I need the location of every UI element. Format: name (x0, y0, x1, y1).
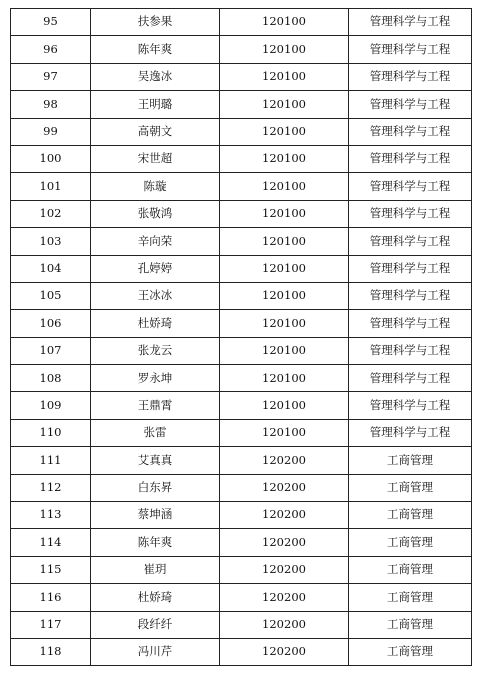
major-name-cell: 管理科学与工程 (349, 91, 472, 118)
admission-list-table (10, 8, 472, 666)
row-number-cell: 95 (11, 9, 91, 36)
table-row (11, 36, 472, 63)
student-name-cell: 王鼎霄 (91, 392, 220, 419)
row-number-cell: 103 (11, 228, 91, 255)
major-code-cell: 120100 (220, 91, 349, 118)
student-name-cell: 张龙云 (91, 337, 220, 364)
row-number-cell: 108 (11, 365, 91, 392)
major-name-cell: 工商管理 (349, 529, 472, 556)
student-name-cell: 宋世超 (91, 145, 220, 172)
major-code-cell: 120100 (220, 337, 349, 364)
student-name-cell: 陈年爽 (91, 529, 220, 556)
row-number-cell: 116 (11, 584, 91, 611)
major-name-cell: 管理科学与工程 (349, 419, 472, 446)
major-code-cell: 120100 (220, 255, 349, 282)
table-row (11, 145, 472, 172)
major-code-cell: 120100 (220, 365, 349, 392)
student-name-cell: 王明璐 (91, 91, 220, 118)
row-number-cell: 104 (11, 255, 91, 282)
table-row (11, 419, 472, 446)
student-name-cell: 张敬鸿 (91, 200, 220, 227)
row-number-cell: 118 (11, 638, 91, 665)
major-name-cell: 工商管理 (349, 638, 472, 665)
student-name-cell: 崔玥 (91, 556, 220, 583)
major-code-cell: 120100 (220, 63, 349, 90)
major-code-cell: 120100 (220, 173, 349, 200)
student-name-cell: 杜娇琦 (91, 584, 220, 611)
table-row (11, 63, 472, 90)
document-table-wrapper (10, 8, 471, 666)
table-row (11, 200, 472, 227)
major-code-cell: 120200 (220, 502, 349, 529)
table-row (11, 502, 472, 529)
major-name-cell: 工商管理 (349, 447, 472, 474)
student-name-cell: 吴逸冰 (91, 63, 220, 90)
major-code-cell: 120100 (220, 9, 349, 36)
student-name-cell: 艾真真 (91, 447, 220, 474)
major-name-cell: 管理科学与工程 (349, 282, 472, 309)
row-number-cell: 109 (11, 392, 91, 419)
table-row (11, 228, 472, 255)
major-name-cell: 管理科学与工程 (349, 173, 472, 200)
row-number-cell: 117 (11, 611, 91, 638)
major-code-cell: 120100 (220, 419, 349, 446)
major-code-cell: 120200 (220, 474, 349, 501)
major-code-cell: 120100 (220, 228, 349, 255)
major-name-cell: 管理科学与工程 (349, 392, 472, 419)
major-code-cell: 120200 (220, 447, 349, 474)
major-code-cell: 120100 (220, 392, 349, 419)
table-row (11, 282, 472, 309)
table-row (11, 9, 472, 36)
major-code-cell: 120200 (220, 529, 349, 556)
table-row (11, 584, 472, 611)
row-number-cell: 113 (11, 502, 91, 529)
row-number-cell: 101 (11, 173, 91, 200)
major-code-cell: 120200 (220, 584, 349, 611)
table-row (11, 310, 472, 337)
student-name-cell: 罗永坤 (91, 365, 220, 392)
row-number-cell: 106 (11, 310, 91, 337)
row-number-cell: 112 (11, 474, 91, 501)
table-row (11, 91, 472, 118)
student-name-cell: 王冰冰 (91, 282, 220, 309)
major-name-cell: 管理科学与工程 (349, 36, 472, 63)
major-name-cell: 管理科学与工程 (349, 337, 472, 364)
student-name-cell: 冯川芹 (91, 638, 220, 665)
table-row (11, 365, 472, 392)
major-code-cell: 120100 (220, 200, 349, 227)
row-number-cell: 105 (11, 282, 91, 309)
student-name-cell: 段纤纤 (91, 611, 220, 638)
table-row (11, 556, 472, 583)
major-name-cell: 管理科学与工程 (349, 365, 472, 392)
major-name-cell: 工商管理 (349, 502, 472, 529)
major-code-cell: 120200 (220, 638, 349, 665)
table-row (11, 638, 472, 665)
major-code-cell: 120200 (220, 611, 349, 638)
student-name-cell: 张雷 (91, 419, 220, 446)
table-row (11, 529, 472, 556)
student-name-cell: 辛向荣 (91, 228, 220, 255)
major-name-cell: 工商管理 (349, 556, 472, 583)
major-code-cell: 120100 (220, 282, 349, 309)
student-name-cell: 蔡坤涵 (91, 502, 220, 529)
major-name-cell: 管理科学与工程 (349, 255, 472, 282)
table-row (11, 337, 472, 364)
row-number-cell: 100 (11, 145, 91, 172)
student-name-cell: 高朝文 (91, 118, 220, 145)
major-name-cell: 工商管理 (349, 611, 472, 638)
major-name-cell: 管理科学与工程 (349, 145, 472, 172)
row-number-cell: 99 (11, 118, 91, 145)
major-name-cell: 工商管理 (349, 584, 472, 611)
student-name-cell: 白东昇 (91, 474, 220, 501)
major-name-cell: 管理科学与工程 (349, 118, 472, 145)
row-number-cell: 98 (11, 91, 91, 118)
row-number-cell: 111 (11, 447, 91, 474)
major-name-cell: 工商管理 (349, 474, 472, 501)
table-row (11, 255, 472, 282)
table-body (11, 9, 472, 666)
major-code-cell: 120100 (220, 36, 349, 63)
row-number-cell: 115 (11, 556, 91, 583)
major-code-cell: 120100 (220, 145, 349, 172)
table-row (11, 611, 472, 638)
student-name-cell: 杜娇琦 (91, 310, 220, 337)
major-code-cell: 120100 (220, 118, 349, 145)
major-name-cell: 管理科学与工程 (349, 310, 472, 337)
table-row (11, 474, 472, 501)
major-code-cell: 120200 (220, 556, 349, 583)
major-name-cell: 管理科学与工程 (349, 9, 472, 36)
student-name-cell: 扶参果 (91, 9, 220, 36)
student-name-cell: 陈年爽 (91, 36, 220, 63)
row-number-cell: 97 (11, 63, 91, 90)
major-name-cell: 管理科学与工程 (349, 200, 472, 227)
row-number-cell: 110 (11, 419, 91, 446)
table-row (11, 173, 472, 200)
student-name-cell: 陈璇 (91, 173, 220, 200)
major-code-cell: 120100 (220, 310, 349, 337)
major-name-cell: 管理科学与工程 (349, 228, 472, 255)
table-row (11, 392, 472, 419)
major-name-cell: 管理科学与工程 (349, 63, 472, 90)
row-number-cell: 102 (11, 200, 91, 227)
row-number-cell: 107 (11, 337, 91, 364)
table-row (11, 118, 472, 145)
student-name-cell: 孔婷婷 (91, 255, 220, 282)
row-number-cell: 114 (11, 529, 91, 556)
table-row (11, 447, 472, 474)
row-number-cell: 96 (11, 36, 91, 63)
